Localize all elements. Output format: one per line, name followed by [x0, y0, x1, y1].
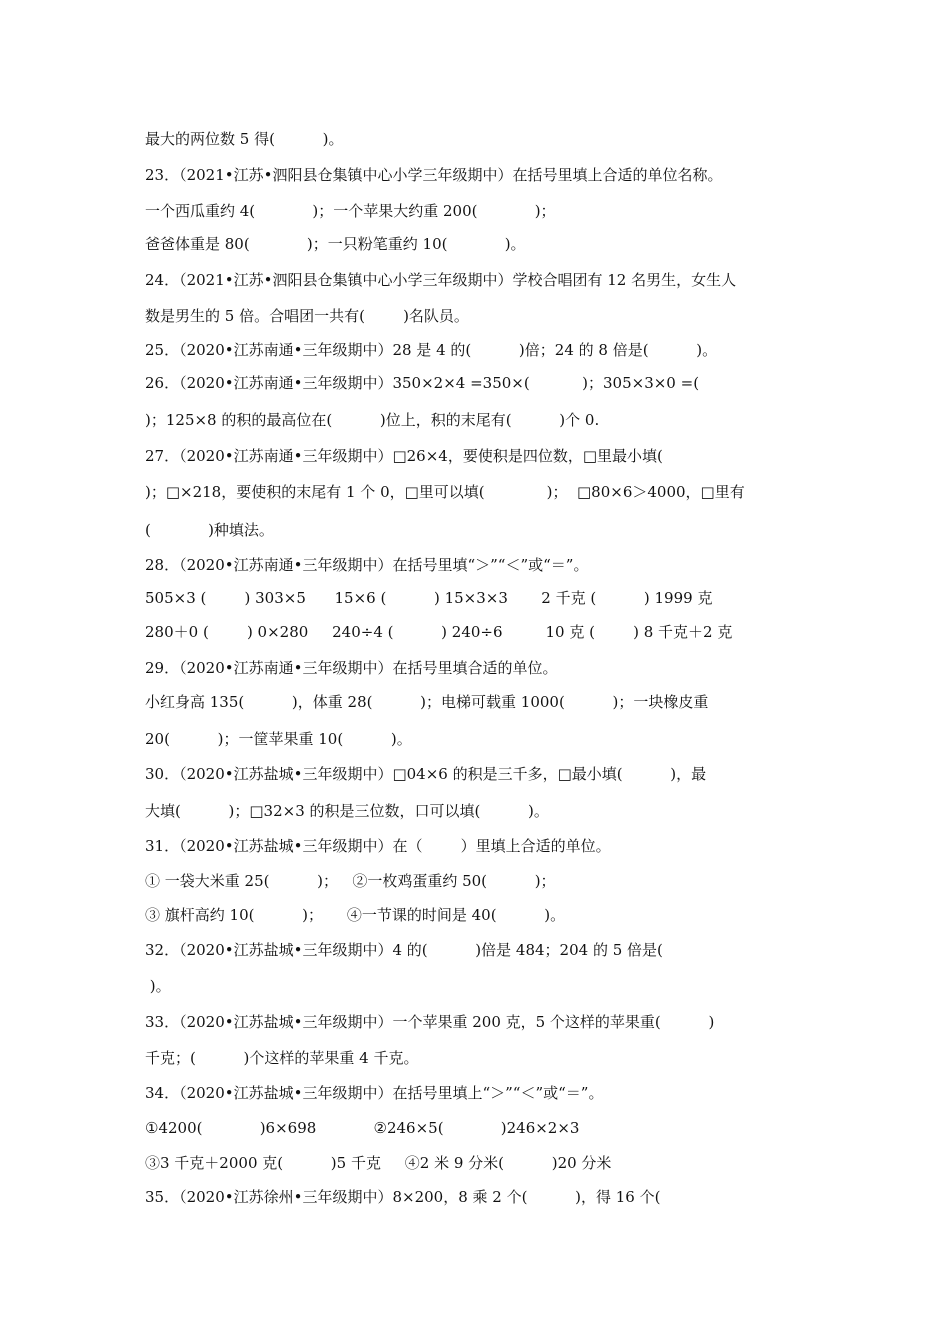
text-line: ( )种填法。 — [145, 521, 274, 539]
compare-row: ③3 千克＋2000 克( )5 千克 ④2 米 9 分米( )20 分米 — [145, 1154, 612, 1172]
text-line: 爸爸体重是 80( )；一只粉笔重约 10( )。 — [145, 235, 526, 253]
text-line: 最大的两位数 5 得( )。 — [145, 130, 344, 148]
text-line: 大填( )；□32×3 的积是三位数，口可以填( )。 — [145, 802, 549, 820]
text-line: )。 — [145, 977, 171, 995]
text-line: 数是男生的 5 倍。合唱团一共有( )名队员。 — [145, 307, 469, 325]
text-line: )；□×218，要使积的末尾有 1 个 0，□里可以填( )； □80×6＞4000，□里有 — [145, 483, 745, 501]
question-27: 27．（2020•江苏南通•三年级期中）□26×4，要使积是四位数，□里最小填( — [145, 447, 663, 465]
question-31: 31．（2020•江苏盐城•三年级期中）在（ ）里填上合适的单位。 — [145, 837, 611, 855]
question-30: 30．（2020•江苏盐城•三年级期中）□04×6 的积是三千多，□最小填( )，最 — [145, 765, 707, 783]
question-29: 29．（2020•江苏南通•三年级期中）在括号里填合适的单位。 — [145, 659, 558, 677]
question-33: 33．（2020•江苏盐城•三年级期中）一个苹果重 200 克，5 个这样的苹果重( ) — [145, 1013, 715, 1031]
text-line: 20( )；一筐苹果重 10( )。 — [145, 730, 412, 748]
question-25: 25．（2020•江苏南通•三年级期中）28 是 4 的( )倍；24 的 8 倍是( )。 — [145, 341, 718, 359]
question-34: 34．（2020•江苏盐城•三年级期中）在括号里填上“＞”“＜”或“＝”。 — [145, 1084, 604, 1102]
text-line: 千克；( )个这样的苹果重 4 千克。 — [145, 1049, 419, 1067]
question-28: 28．（2020•江苏南通•三年级期中）在括号里填“＞”“＜”或“＝”。 — [145, 556, 589, 574]
compare-row: 505×3 ( ) 303×5 15×6 ( ) 15×3×3 2 千克 ( ) 1999 克 — [145, 589, 713, 607]
compare-row: 280＋0 ( ) 0×280 240÷4 ( ) 240÷6 10 克 ( ) 8 千克＋2 克 — [145, 623, 733, 641]
compare-row: ①4200( )6×698 ②246×5( )246×2×3 — [145, 1119, 580, 1137]
question-23: 23．（2021•江苏•泗阳县仓集镇中心小学三年级期中）在括号里填上合适的单位名称。 — [145, 166, 723, 184]
text-line: ① 一袋大米重 25( )； ②一枚鸡蛋重约 50( )； — [145, 872, 556, 890]
question-26: 26．（2020•江苏南通•三年级期中）350×2×4 =350×( )；305×3×0 =( — [145, 374, 700, 392]
question-32: 32．（2020•江苏盐城•三年级期中）4 的( )倍是 484；204 的 5 倍是( — [145, 941, 663, 959]
question-24: 24．（2021•江苏•泗阳县仓集镇中心小学三年级期中）学校合唱团有 12 名男生，女生人 — [145, 271, 737, 289]
text-line: )；125×8 的积的最高位在( )位上，积的末尾有( )个 0. — [145, 411, 600, 429]
text-line: 一个西瓜重约 4( )；一个苹果大约重 200( )； — [145, 202, 556, 220]
text-line: ③ 旗杆高约 10( )； ④一节课的时间是 40( )。 — [145, 906, 566, 924]
question-35: 35．（2020•江苏徐州•三年级期中）8×200，8 乘 2 个( )，得 16 个( — [145, 1188, 661, 1206]
text-line: 小红身高 135( )，体重 28( )；电梯可载重 1000( )；一块橡皮重 — [145, 693, 709, 711]
